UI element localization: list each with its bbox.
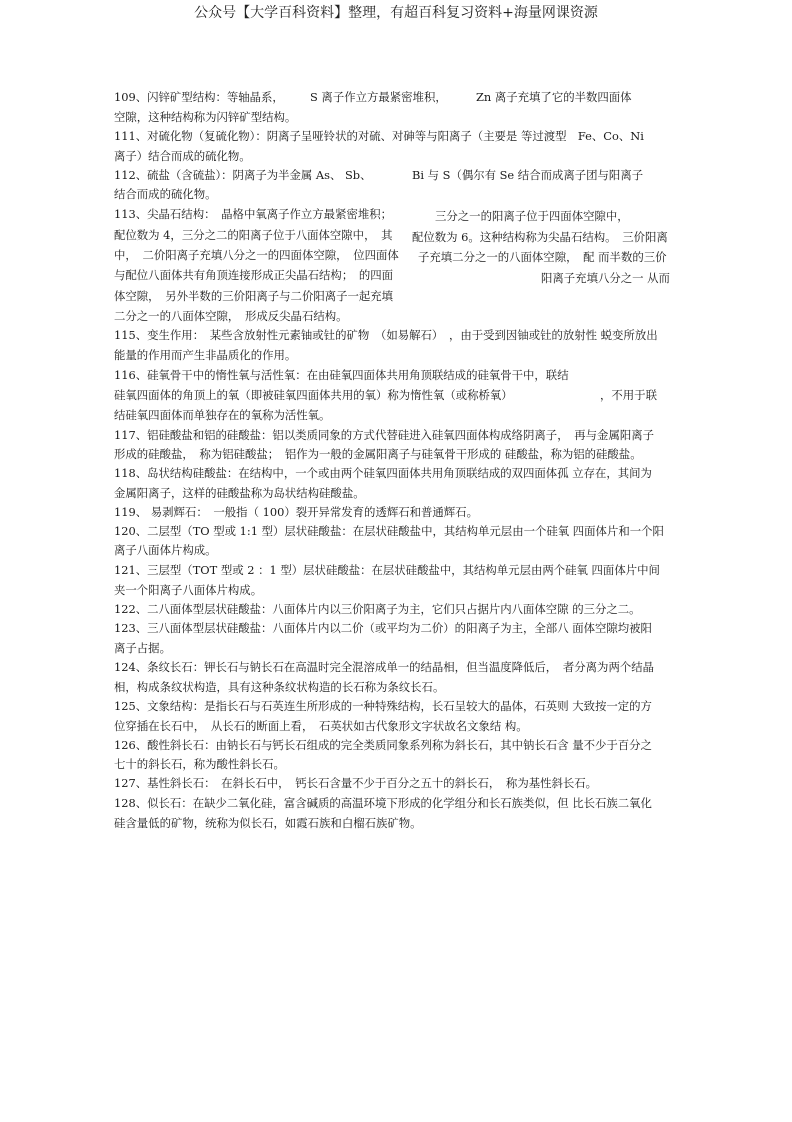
text-line: 离子占据。 (114, 641, 171, 655)
text-line: Bi 与 S（偶尔有 Se 结合而成离子团与阳离子 (412, 168, 644, 182)
text-line: 结硅氧四面体而单独存在的氧称为活性氧。 (114, 408, 331, 422)
text-line: 115、变生作用： 某些含放射性元素铀或钍的矿物 （如易解石） ，由于受到因铀或钍的放射性 蜕变所放出 (114, 328, 658, 342)
text-line: 128、似长石：在缺少二氧化硅，富含碱质的高温环境下形成的化学组分和长石族类似，但 比长石族二氧化 (114, 796, 652, 810)
text-line: 127、基性斜长石： 在斜长石中， 钙长石含量不少于百分之五十的斜长石， 称为基性斜长石。 (114, 776, 598, 790)
text-line: 111、对硫化物（复硫化物）：阴离子呈哑铃状的对硫、对砷等与阳离子（主要是 等过渡型 Fe、Co、Ni (114, 129, 644, 143)
text-line: ，不用于联 (600, 388, 657, 402)
page-header: 公众号【大学百科资料】整理，有超百科复习资料+海量网课资源 (194, 5, 598, 21)
text-line: 112、硫盐（含硫盐）：阴离子为半金属 As、 Sb、 (114, 168, 372, 182)
text-line: 117、铝硅酸盐和铝的硅酸盐：铝以类质同象的方式代替硅进入硅氧四面体构成络阴离子， 再与金属阳离子 (114, 428, 655, 442)
text-line: S 离子作立方最紧密堆积， (310, 90, 447, 104)
text-line: 形成的硅酸盐， 称为铝硅酸盐； 铝作为一般的金属阳离子与硅氧骨干形成的 硅酸盐，称为铝的硅酸盐。 (114, 447, 642, 461)
text-line: 七十的斜长石，称为酸性斜长石。 (114, 757, 285, 771)
text-line: 夹一个阳离子八面体片构成。 (114, 583, 263, 597)
text-line: 位穿插在长石中， 从长石的断面上看， 石英状如古代象形文字状故名文象结 构。 (114, 719, 528, 733)
text-line: 子充填二分之一的八面体空隙， 配 而半数的三价 (418, 250, 667, 264)
text-line: 124、条纹长石：钾长石与钠长石在高温时完全混溶成单一的结晶相，但当温度降低后， 者分离为两个结晶 (114, 660, 655, 674)
text-line: 配位数为 4，三分之二的阳离子位于八面体空隙中， 其 (114, 228, 393, 242)
text-line: 相，构成条纹状构造，具有这种条纹状构造的长石称为条纹长石。 (114, 680, 445, 694)
text-line: 120、二层型（TO 型或 1:1 型）层状硅酸盐：在层状硅酸盐中，其结构单元层由一个硅氧 四面体片和一个阳 (114, 524, 664, 538)
text-line: 116、硅氧骨干中的惰性氧与活性氧：在由硅氧四面体共用角顶联结成的硅氧骨干中，联结 (114, 368, 569, 382)
text-line: 离子）结合而成的硫化物。 (114, 149, 251, 163)
text-line: 硅氧四面体的角顶上的氧（即被硅氧四面体共用的氧）称为惰性氧（或称桥氧） (114, 388, 513, 402)
text-line: 硅含量低的矿物，统称为似长石，如霞石族和白榴石族矿物。 (114, 816, 422, 830)
text-line: 配位数为 6。这种结构称为尖晶石结构。 三价阳离 (412, 230, 668, 244)
text-line: 126、酸性斜长石：由钠长石与钙长石组成的完全类质同象系列称为斜长石，其中钠长石含 量不少于百分之 (114, 738, 652, 752)
text-line: 三分之一的阳离子位于四面体空隙中， (435, 209, 629, 223)
text-line: 结合而成的硫化物。 (114, 187, 217, 201)
text-line: 金属阳离子，这样的硅酸盐称为岛状结构硅酸盐。 (114, 486, 365, 500)
text-line: 离子八面体片构成。 (114, 543, 217, 557)
text-line: 122、二八面体型层状硅酸盐：八面体片内以三价阳离子为主，它们只占据片内八面体空隙 的三分之二。 (114, 602, 641, 616)
text-line: 体空隙， 另外半数的三价阳离子与二价阳离子一起充填 (114, 289, 394, 303)
text-line: Zn 离子充填了它的半数四面体 (476, 90, 632, 104)
text-line: 119、 易剥辉石： 一般指（ 100）裂开异常发育的透辉石和普通辉石。 (114, 505, 478, 519)
text-line: 109、闪锌矿型结构：等轴晶系， (114, 90, 284, 104)
text-line: 与配位八面体共有角顶连接形成正尖晶石结构； 的四面 (114, 268, 394, 282)
text-line: 阳离子充填八分之一 从而 (541, 271, 670, 285)
text-line: 125、文象结构：是指长石与石英连生所形成的一种特殊结构，长石呈较大的晶体，石英则 大致按一定的方 (114, 699, 652, 713)
text-line: 113、尖晶石结构： 晶格中氧离子作立方最紧密堆积； (114, 207, 393, 221)
text-line: 中， 二价阳离子充填八分之一的四面体空隙， 位四面体 (114, 248, 399, 262)
text-line: 121、三层型（TOT 型或 2 ：1 型）层状硅酸盐：在层状硅酸盐中，其结构单元层由两个硅氧 四面体片中间 (114, 563, 660, 577)
text-line: 二分之一的八面体空隙， 形成反尖晶石结构。 (114, 309, 348, 323)
text-line: 能量的作用而产生非晶质化的作用。 (114, 348, 297, 362)
text-line: 123、三八面体型层状硅酸盐：八面体片内以二价（或平均为二价）的阳离子为主，全部八 面体空隙均被阳 (114, 621, 652, 635)
text-line: 118、岛状结构硅酸盐：在结构中，一个或由两个硅氧四面体共用角顶联结成的双四面体孤 立存在，其间为 (114, 466, 652, 480)
text-line: 空隙，这种结构称为闪锌矿型结构。 (114, 110, 297, 124)
